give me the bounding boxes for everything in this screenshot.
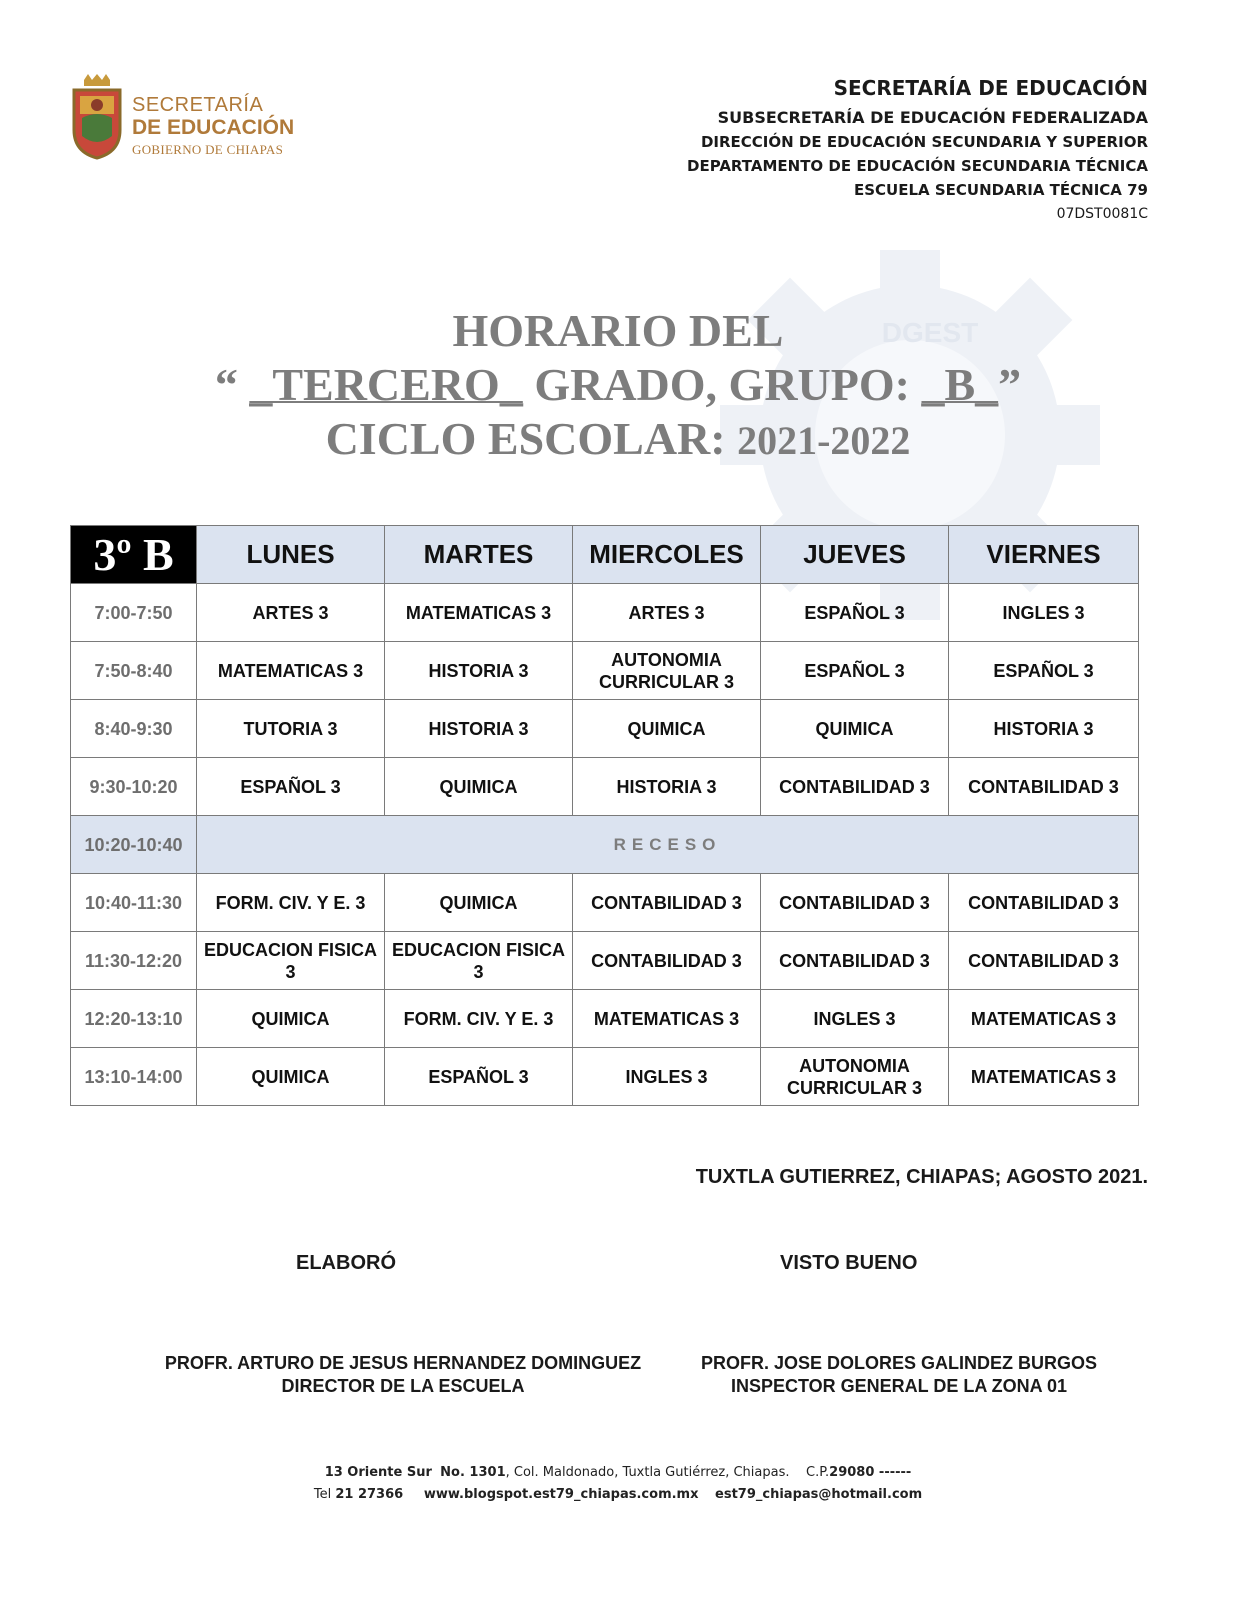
subject-cell: MATEMATICAS 3 — [949, 990, 1139, 1048]
day-header: VIERNES — [949, 526, 1139, 584]
title-group-value: _B_ — [921, 359, 999, 410]
subject-cell: CONTABILIDAD 3 — [761, 758, 949, 816]
subject-cell: CONTABILIDAD 3 — [573, 874, 761, 932]
visto-bueno-label: VISTO BUENO — [780, 1252, 918, 1274]
time-slot: 7:00-7:50 — [71, 584, 197, 642]
subject-cell: ESPAÑOL 3 — [385, 1048, 573, 1106]
schedule-table — [70, 525, 1139, 1106]
subject-cell: CONTABILIDAD 3 — [761, 874, 949, 932]
header-departamento: DEPARTAMENTO DE EDUCACIÓN SECUNDARIA TÉCNICA — [687, 157, 1148, 175]
subject-cell: FORM. CIV. Y E. 3 — [197, 874, 385, 932]
signature-inspector — [680, 1352, 1118, 1398]
time-slot: 10:40-11:30 — [71, 874, 197, 932]
subject-cell: CONTABILIDAD 3 — [949, 758, 1139, 816]
day-header: LUNES — [197, 526, 385, 584]
footer-number: No. 1301 — [440, 1465, 506, 1480]
place-date: TUXTLA GUTIERREZ, CHIAPAS; AGOSTO 2021. — [695, 1166, 1148, 1188]
subject-cell: MATEMATICAS 3 — [573, 990, 761, 1048]
subject-cell: AUTONOMIA CURRICULAR 3 — [573, 642, 761, 700]
inspector-name: PROFR. JOSE DOLORES GALINDEZ BURGOS — [700, 1353, 1098, 1373]
footer-line-1 — [0, 1462, 1236, 1484]
subject-cell: CONTABILIDAD 3 — [949, 874, 1139, 932]
elaboro-label: ELABORÓ — [296, 1252, 396, 1274]
time-slot: 9:30-10:20 — [71, 758, 197, 816]
inspector-role: INSPECTOR GENERAL DE LA ZONA 01 — [730, 1376, 1068, 1396]
subject-cell: ARTES 3 — [197, 584, 385, 642]
schedule-row — [71, 758, 1139, 816]
schedule-row — [71, 642, 1139, 700]
watermark-text: DGEST — [881, 317, 979, 348]
footer-website-link[interactable]: www.blogspot.est79_chiapas.com.mx — [423, 1487, 699, 1502]
subject-cell: AUTONOMIA CURRICULAR 3 — [761, 1048, 949, 1106]
footer-street: 13 Oriente Sur — [324, 1465, 432, 1480]
recess-row — [71, 816, 1139, 874]
logo-secretaria-text: SECRETARÍA — [132, 94, 264, 116]
subject-cell: ESPAÑOL 3 — [761, 642, 949, 700]
subject-cell: TUTORIA 3 — [197, 700, 385, 758]
subject-cell: QUIMICA — [761, 700, 949, 758]
title-open-quote: “ — [214, 359, 238, 410]
subject-cell: ESPAÑOL 3 — [197, 758, 385, 816]
subject-cell: FORM. CIV. Y E. 3 — [385, 990, 573, 1048]
schedule-row — [71, 584, 1139, 642]
time-slot: 13:10-14:00 — [71, 1048, 197, 1106]
subject-cell: CONTABILIDAD 3 — [761, 932, 949, 990]
day-header: MARTES — [385, 526, 573, 584]
time-slot: 7:50-8:40 — [71, 642, 197, 700]
signature-director — [140, 1352, 666, 1398]
chiapas-crest-icon — [70, 74, 124, 160]
time-slot: 12:20-13:10 — [71, 990, 197, 1048]
subject-cell: MATEMATICAS 3 — [385, 584, 573, 642]
time-slot: 11:30-12:20 — [71, 932, 197, 990]
day-header: MIERCOLES — [573, 526, 761, 584]
title-grade-group — [0, 358, 1236, 411]
subject-cell: QUIMICA — [385, 758, 573, 816]
subject-cell: INGLES 3 — [573, 1048, 761, 1106]
subject-cell: ARTES 3 — [573, 584, 761, 642]
title-close-quote: ” — [998, 359, 1022, 410]
subject-cell: CONTABILIDAD 3 — [949, 932, 1139, 990]
subject-cell: MATEMATICAS 3 — [949, 1048, 1139, 1106]
group-label: 3º B — [71, 526, 197, 584]
day-header: JUEVES — [761, 526, 949, 584]
schedule-row — [71, 874, 1139, 932]
footer-line-2 — [0, 1484, 1236, 1506]
subject-cell: MATEMATICAS 3 — [197, 642, 385, 700]
footer-cp-value: 29080 ------ — [829, 1465, 912, 1480]
schedule-row — [71, 932, 1139, 990]
subject-cell: HISTORIA 3 — [949, 700, 1139, 758]
title-grade-value: _TERCERO_ — [249, 359, 523, 410]
subject-cell: HISTORIA 3 — [385, 700, 573, 758]
schedule-row — [71, 1048, 1139, 1106]
institution-logo — [70, 74, 310, 166]
footer-email-link[interactable]: est79_chiapas@hotmail.com — [715, 1487, 923, 1502]
header-direccion: DIRECCIÓN DE EDUCACIÓN SECUNDARIA Y SUPERIOR — [700, 133, 1148, 151]
footer-cp-label: C.P. — [806, 1465, 830, 1480]
title-horario: HORARIO DEL — [452, 305, 784, 356]
subject-cell: HISTORIA 3 — [385, 642, 573, 700]
header-secretaria: SECRETARÍA DE EDUCACIÓN — [833, 76, 1148, 100]
subject-cell: EDUCACION FISICA 3 — [197, 932, 385, 990]
footer-address — [0, 1462, 1236, 1506]
subject-cell: ESPAÑOL 3 — [761, 584, 949, 642]
director-name: PROFR. ARTURO DE JESUS HERNANDEZ DOMINGUEZ — [164, 1353, 642, 1373]
time-slot: 8:40-9:30 — [71, 700, 197, 758]
title-cycle — [0, 412, 1236, 465]
logo-gobierno-text: GOBIERNO DE CHIAPAS — [132, 142, 284, 157]
director-role: DIRECTOR DE LA ESCUELA — [281, 1376, 525, 1396]
recess-label: RECESO — [197, 816, 1139, 874]
title-cycle-value: 2021-2022 — [737, 418, 911, 463]
subject-cell: HISTORIA 3 — [573, 758, 761, 816]
title-cycle-label: CICLO ESCOLAR: — [325, 413, 726, 464]
header-school-code: 07DST0081C — [1056, 206, 1148, 222]
subject-cell: CONTABILIDAD 3 — [573, 932, 761, 990]
header-escuela: ESCUELA SECUNDARIA TÉCNICA 79 — [853, 181, 1148, 199]
subject-cell: ESPAÑOL 3 — [949, 642, 1139, 700]
time-slot: 10:20-10:40 — [71, 816, 197, 874]
subject-cell: EDUCACION FISICA 3 — [385, 932, 573, 990]
subject-cell: QUIMICA — [385, 874, 573, 932]
schedule-row — [71, 990, 1139, 1048]
title-grade-label: GRADO, GRUPO: — [534, 359, 910, 410]
subject-cell: QUIMICA — [197, 990, 385, 1048]
subject-cell: INGLES 3 — [949, 584, 1139, 642]
schedule-header-row — [71, 526, 1139, 584]
footer-tel-label: Tel — [313, 1487, 332, 1502]
subject-cell: QUIMICA — [573, 700, 761, 758]
header-subsecretaria: SUBSECRETARÍA DE EDUCACIÓN FEDERALIZADA — [717, 108, 1148, 127]
schedule-row — [71, 700, 1139, 758]
subject-cell: INGLES 3 — [761, 990, 949, 1048]
footer-locality: , Col. Maldonado, Tuxtla Gutiérrez, Chiapas. — [505, 1465, 790, 1480]
subject-cell: QUIMICA — [197, 1048, 385, 1106]
logo-de-educacion-text: DE EDUCACIÓN — [132, 116, 295, 139]
footer-tel-value: 21 27366 — [335, 1487, 404, 1502]
